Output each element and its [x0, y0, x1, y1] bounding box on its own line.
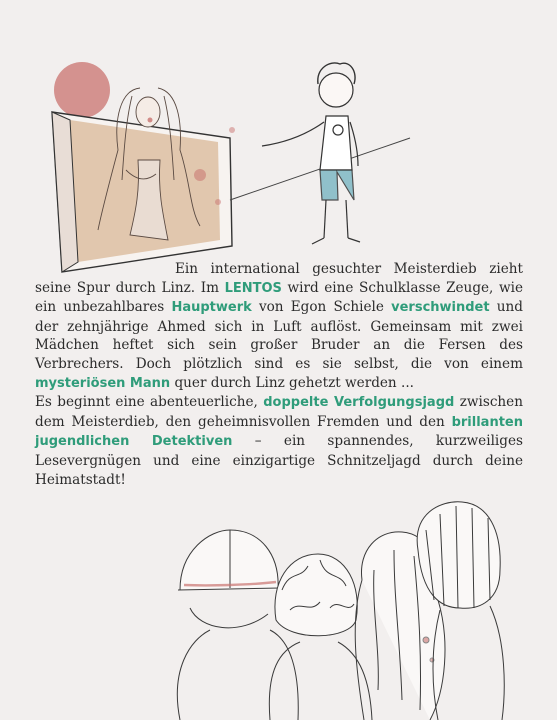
text-segment: von Egon Schiele [251, 299, 392, 316]
highlighted-phrase: Hauptwerk [171, 300, 252, 316]
blurb-text [35, 260, 523, 489]
blurb-paragraph-2 [35, 393, 523, 489]
text-segment: Ein international gesuchter Meisterdieb zieht seine Spur durch Linz. Im [35, 261, 523, 296]
boy-figure [262, 63, 360, 244]
watercolor-dot [194, 169, 206, 181]
watercolor-dot [229, 127, 235, 133]
highlighted-phrase: verschwindet [391, 300, 490, 316]
text-segment: quer durch Linz gehetzt werden ... [170, 374, 414, 391]
highlighted-phrase: LENTOS [224, 280, 282, 296]
text-segment: zwischen dem Meisterdieb, den geheimnisvollen Fremden und den [35, 394, 523, 430]
text-segment: und der zehnjährige Ahmed sich in Luft auflöst. Gemeinsam mit zwei Mädchen heftet sich sein großer Bruder an die Fersen des Verbrechers. Doch plötzlich sind es sie selbst, die von einem [35, 299, 523, 372]
text-segment: – ein spannendes, kurzweiliges Lesevergnügen und eine einzigartige Schnitzeljagd durch deine Heimatstadt! [35, 433, 523, 488]
illustration-painting-and-boy [40, 50, 510, 280]
highlighted-phrase: doppelte Verfolgungsjagd [263, 395, 455, 411]
illustration-children-from-behind [150, 490, 510, 720]
blurb-paragraph-1 [35, 260, 523, 393]
highlighted-phrase: brillanten jugendlichen Detektiven [35, 414, 523, 450]
child-curly-hair [269, 554, 372, 720]
watercolor-red-circle [54, 62, 110, 118]
watercolor-dot [215, 199, 221, 205]
highlighted-phrase: mysteriösen Mann [35, 375, 171, 391]
watercolor-dot [148, 118, 153, 123]
text-segment: wird eine Schulklasse Zeuge, wie ein unbezahlbares [35, 279, 523, 316]
text-segment: Es beginnt eine abenteuerliche, [35, 394, 264, 411]
